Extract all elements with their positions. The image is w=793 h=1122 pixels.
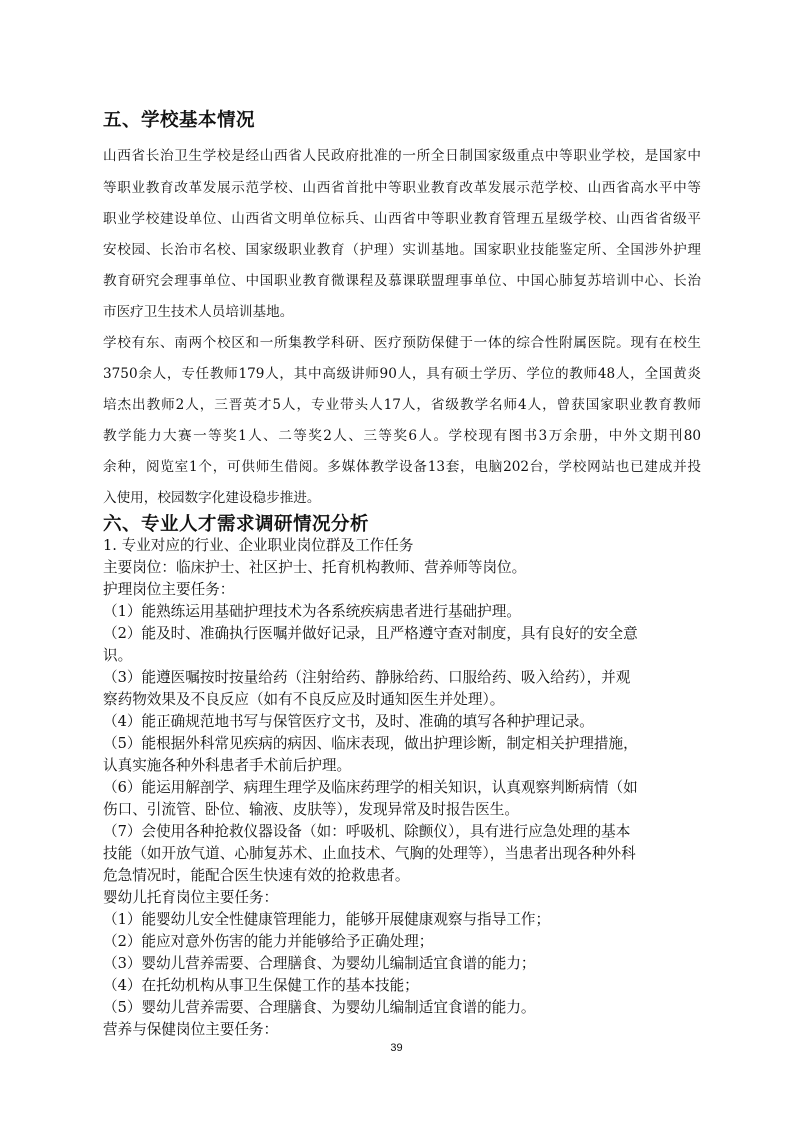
paragraph-line: （1）能熟练运用基础护理技术为各系统疾病患者进行基础护理。 [103,603,521,620]
paragraph-line: 营养与保健岗位主要任务： [103,1021,279,1038]
paragraph-line: 技能（如开放气道、心肺复苏术、止血技术、气胸的处理等），当患者出现各种外科 [103,845,636,862]
paragraph-line: 职业学校建设单位、山西省文明单位标兵、山西省中等职业教育管理五星级学校、山西省省级平 [103,211,701,227]
paragraph-line: 安校园、长治市名校、国家级职业教育（护理）实训基地。国家职业技能鉴定所、全国涉外护理 [103,242,701,258]
paragraph-line: 主要岗位：临床护士、社区护士、托育机构教师、营养师等岗位。 [103,559,527,576]
paragraph-line: 婴幼儿托育岗位主要任务： [103,889,279,906]
paragraph-line: 认真实施各种外科患者手术前后护理。 [103,757,352,774]
paragraph-line: 1. 专业对应的行业、企业职业岗位群及工作任务 [103,537,414,554]
paragraph-line: （5）婴幼儿营养需要、合理膳食、为婴幼儿编制适宜食谱的能力。 [103,999,536,1016]
paragraph-line: 市医疗卫生技术人员培训基地。 [103,304,294,320]
section-6-title: 六、专业人才需求调研情况分析 [103,514,370,535]
paragraph-line: 危急情况时，能配合医生快速有效的抢救患者。 [103,867,410,884]
paragraph-line: （1）能婴幼儿安全性健康管理能力，能够开展健康观察与指导工作； [103,911,551,928]
paragraph-line: 余种，阅览室1个，可供师生借阅。多媒体教学设备13套，电脑202台，学校网站也已建成并投 [103,459,701,475]
paragraph-line: 护理岗位主要任务： [103,581,235,598]
paragraph-line: （4）在托幼机构从事卫生保健工作的基本技能； [103,977,419,994]
paragraph-line: 教育研究会理事单位、中国职业教育微课程及慕课联盟理事单位、中国心肺复苏培训中心、长治 [103,273,701,289]
page-number: 39 [390,1042,403,1054]
paragraph-line: （3）婴幼儿营养需要、合理膳食、为婴幼儿编制适宜食谱的能力； [103,955,536,972]
paragraph-line: （2）能及时、准确执行医嘱并做好记录，且严格遵守查对制度，具有良好的安全意 [103,625,638,642]
paragraph-line: 伤口、引流管、卧位、输液、皮肤等），发现异常及时报告医生。 [103,801,519,818]
paragraph-line: 山西省长治卫生学校是经山西省人民政府批准的一所全日制国家级重点中等职业学校，是国家中 [103,148,701,164]
paragraph-line: 教学能力大赛一等奖1人、二等奖2人、三等奖6人。学校现有图书3万余册，中外文期刊80 [103,428,701,444]
paragraph-line: （5）能根据外科常见疾病的病因、临床表现，做出护理诊断，制定相关护理措施， [103,735,638,752]
paragraph-line: 培杰出教师2人，三晋英才5人，专业带头人17人，省级教学名师4人，曾获国家职业教育教师 [103,397,701,413]
paragraph-line: （7）会使用各种抢救仪器设备（如：呼吸机、除颤仪），具有进行应急处理的基本 [103,823,631,840]
paragraph-line: 察药物效果及不良反应（如有不良反应及时通知医生并处理）。 [103,691,505,708]
paragraph-line: 等职业教育改革发展示范学校、山西省首批中等职业教育改革发展示范学校、山西省高水平中等 [103,180,701,196]
paragraph-line: 学校有东、南两个校区和一所集教学科研、医疗预防保健于一体的综合性附属医院。现有在校生 [103,335,701,351]
paragraph-line: （3）能遵医嘱按时按量给药（注射给药、静脉给药、口服给药、吸入给药），并观 [103,669,631,686]
paragraph-line: 入使用，校园数字化建设稳步推进。 [103,490,321,506]
paragraph-line: （6）能运用解剖学、病理生理学及临床药理学的相关知识，认真观察判断病情（如 [103,779,638,796]
section-5-title: 五、学校基本情况 [103,110,256,131]
paragraph-line: 3750余人，专任教师179人，其中高级讲师90人，具有硕士学历、学位的教师48人，全国黄炎 [103,366,701,382]
paragraph-line: （2）能应对意外伤害的能力并能够给予正确处理； [103,933,434,950]
paragraph-line: （4）能正确规范地书写与保管医疗文书，及时、准确的填写各种护理记录。 [103,713,594,730]
paragraph-line: 识。 [103,647,133,664]
